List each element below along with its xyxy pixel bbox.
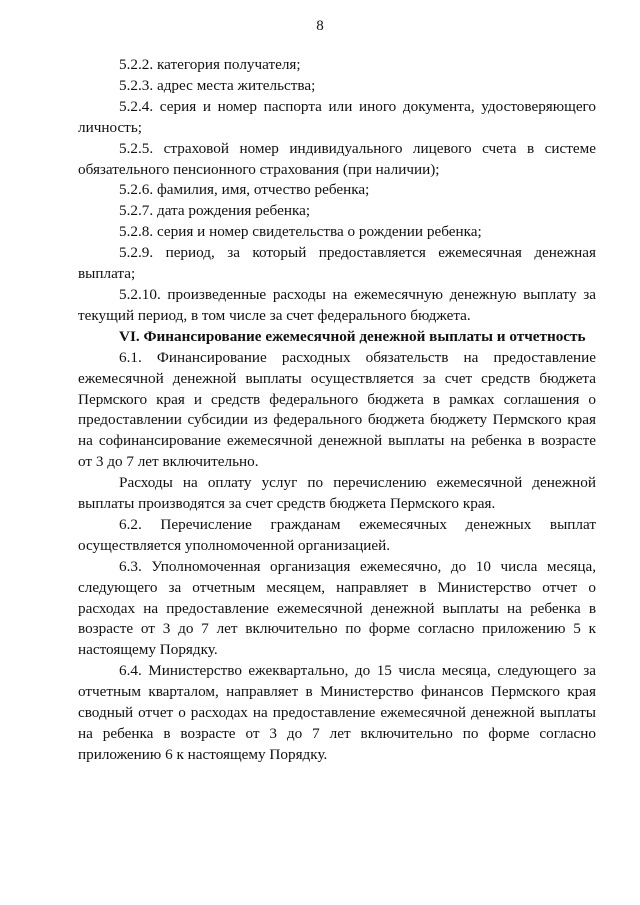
clause-5-2-5: 5.2.5. страховой номер индивидуального лицевого счета в системе обязательного пенсионного страхования (при наличии); bbox=[78, 139, 596, 178]
clause-5-2-9: 5.2.9. период, за который предоставляется ежемесячная денежная выплата; bbox=[78, 244, 596, 283]
section-heading: VI. Финансирование ежемесячной денежной выплаты и отчетность bbox=[119, 327, 586, 345]
clause-6-4: 6.4. Министерство ежеквартально, до 15 числа месяца, следующего за отчетным кварталом, направляет в Министерство финансов Пермского края сводный отчет о расходах на предоставление ежемесячной денежной выплаты на ребенка в возрасте от 3 до 7 лет включительно по форме согласно приложению 6 к настоящему Порядку. bbox=[78, 662, 596, 763]
clause-6-3: 6.3. Уполномоченная организация ежемесячно, до 10 числа месяца, следующего за отчетным месяцем, направляет в Министерство отчет о расходах на предоставление ежемесячной денежной выплаты на ребенка в возрасте от 3 до 7 лет включительно по форме согласно приложению 5 к настоящему Порядку. bbox=[78, 557, 596, 659]
clause-6-1-costs: Расходы на оплату услуг по перечислению ежемесячной денежной выплаты производятся за счет средств бюджета Пермского края. bbox=[78, 474, 596, 513]
clause-5-2-10: 5.2.10. произведенные расходы на ежемесячную денежную выплату за текущий период, в том числе за счет федерального бюджета. bbox=[78, 285, 596, 324]
clause-5-2-7: 5.2.7. дата рождения ребенка; bbox=[119, 202, 311, 220]
page-number: 8 bbox=[316, 18, 324, 34]
clause-6-1: 6.1. Финансирование расходных обязательств на предоставление ежемесячной денежной выплаты осуществляется за счет средств бюджета Пермского края и средств федерального бюджета в рамках соглашения о предоставлении субсидии из федерального бюджета бюджету Пермского края на софинансирование ежемесячной денежной выплаты на ребенка в возрасте от 3 до 7 лет включительно. bbox=[78, 348, 596, 471]
clause-5-2-3: 5.2.3. адрес места жительства; bbox=[119, 76, 316, 94]
clause-5-2-4: 5.2.4. серия и номер паспорта или иного документа, удостоверяющего личность; bbox=[78, 97, 596, 136]
clause-6-2: 6.2. Перечисление гражданам ежемесячных денежных выплат осуществляется уполномоченной организацией. bbox=[78, 515, 596, 554]
clause-5-2-2: 5.2.2. категория получателя; bbox=[119, 56, 301, 73]
clause-5-2-6: 5.2.6. фамилия, имя, отчество ребенка; bbox=[119, 181, 370, 199]
document-body bbox=[78, 55, 596, 766]
clause-5-2-8: 5.2.8. серия и номер свидетельства о рождении ребенка; bbox=[119, 223, 482, 241]
